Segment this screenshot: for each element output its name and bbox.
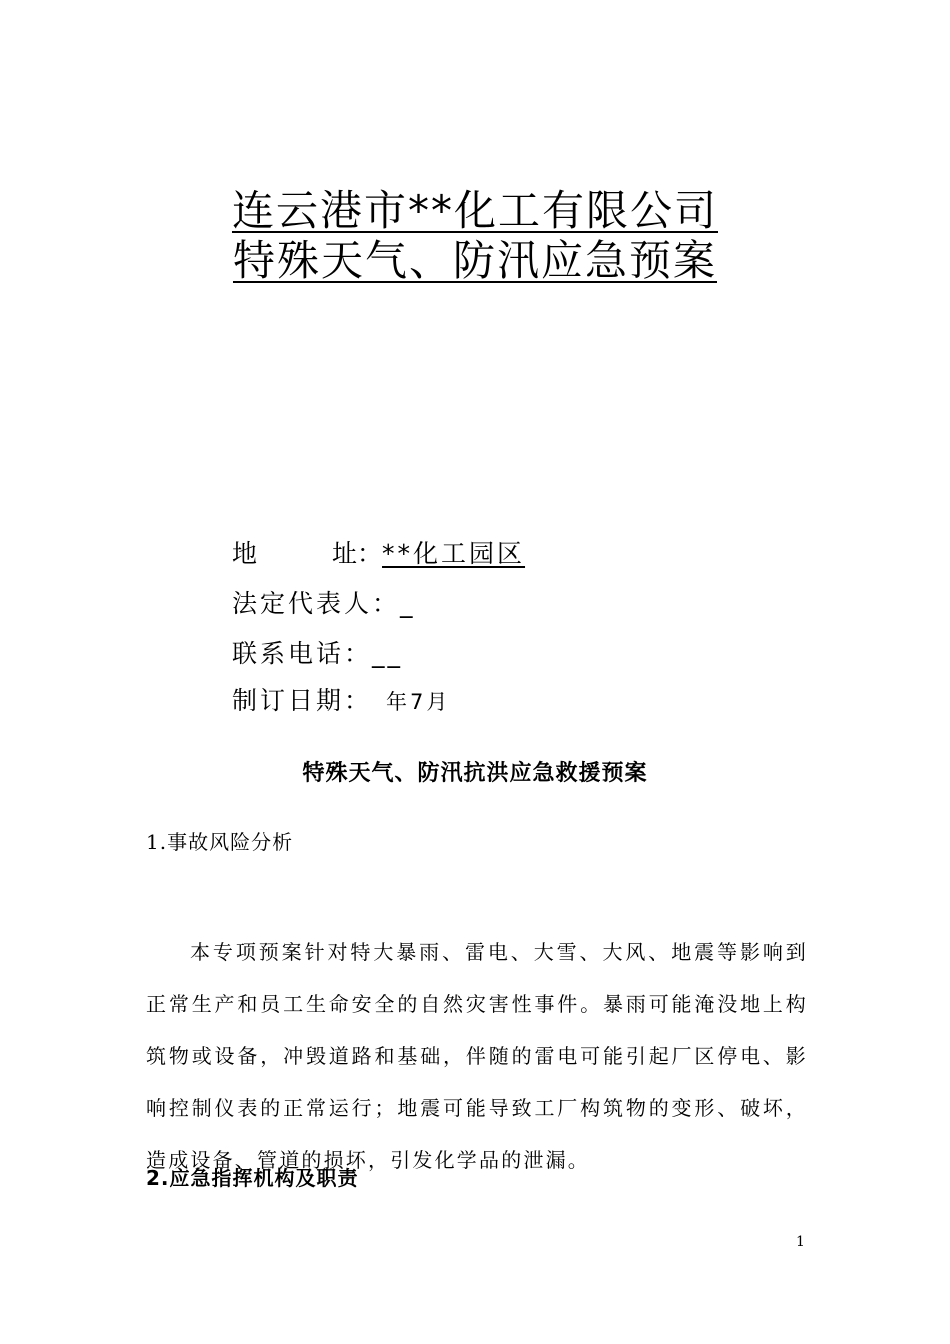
meta-row-phone xyxy=(232,634,403,670)
document-title-line-2: 特殊天气、防汛应急预案 xyxy=(232,236,717,285)
legal-rep-value: _ xyxy=(400,589,416,618)
meta-row-legal-rep xyxy=(232,584,416,620)
section-title: 特殊天气、防汛抗洪应急救援预案 xyxy=(302,761,648,786)
page-number: 1 xyxy=(796,1234,805,1250)
date-value: 年7月 xyxy=(386,690,451,714)
meta-row-address xyxy=(232,534,525,570)
date-label: 制订日期： xyxy=(232,686,373,715)
meta-row-date xyxy=(232,681,450,717)
address-label: 地 址： xyxy=(232,539,383,568)
address-value: **化工园区 xyxy=(382,539,526,568)
document-title-line-1: 连云港市**化工有限公司 xyxy=(231,186,718,235)
phone-value: __ xyxy=(372,639,404,668)
heading-risk-analysis: 1.事故风险分析 xyxy=(146,830,294,854)
phone-label: 联系电话： xyxy=(232,639,373,668)
paragraph-risk-analysis: 本专项预案针对特大暴雨、雷电、大雪、大风、地震等影响到正常生产和员工生命安全的自然灾害性事件。暴雨可能淹没地上构筑物或设备，冲毁道路和基础，伴随的雷电可能引起厂区停电、影响控制仪表的正常运行；地震可能导致工厂构筑物的变形、破坏，造成设备、管道的损坏，引发化学品的泄漏。 xyxy=(146,940,808,1172)
heading-command-structure: 2.应急指挥机构及职责 xyxy=(146,1166,359,1190)
legal-rep-label: 法定代表人： xyxy=(232,589,401,618)
